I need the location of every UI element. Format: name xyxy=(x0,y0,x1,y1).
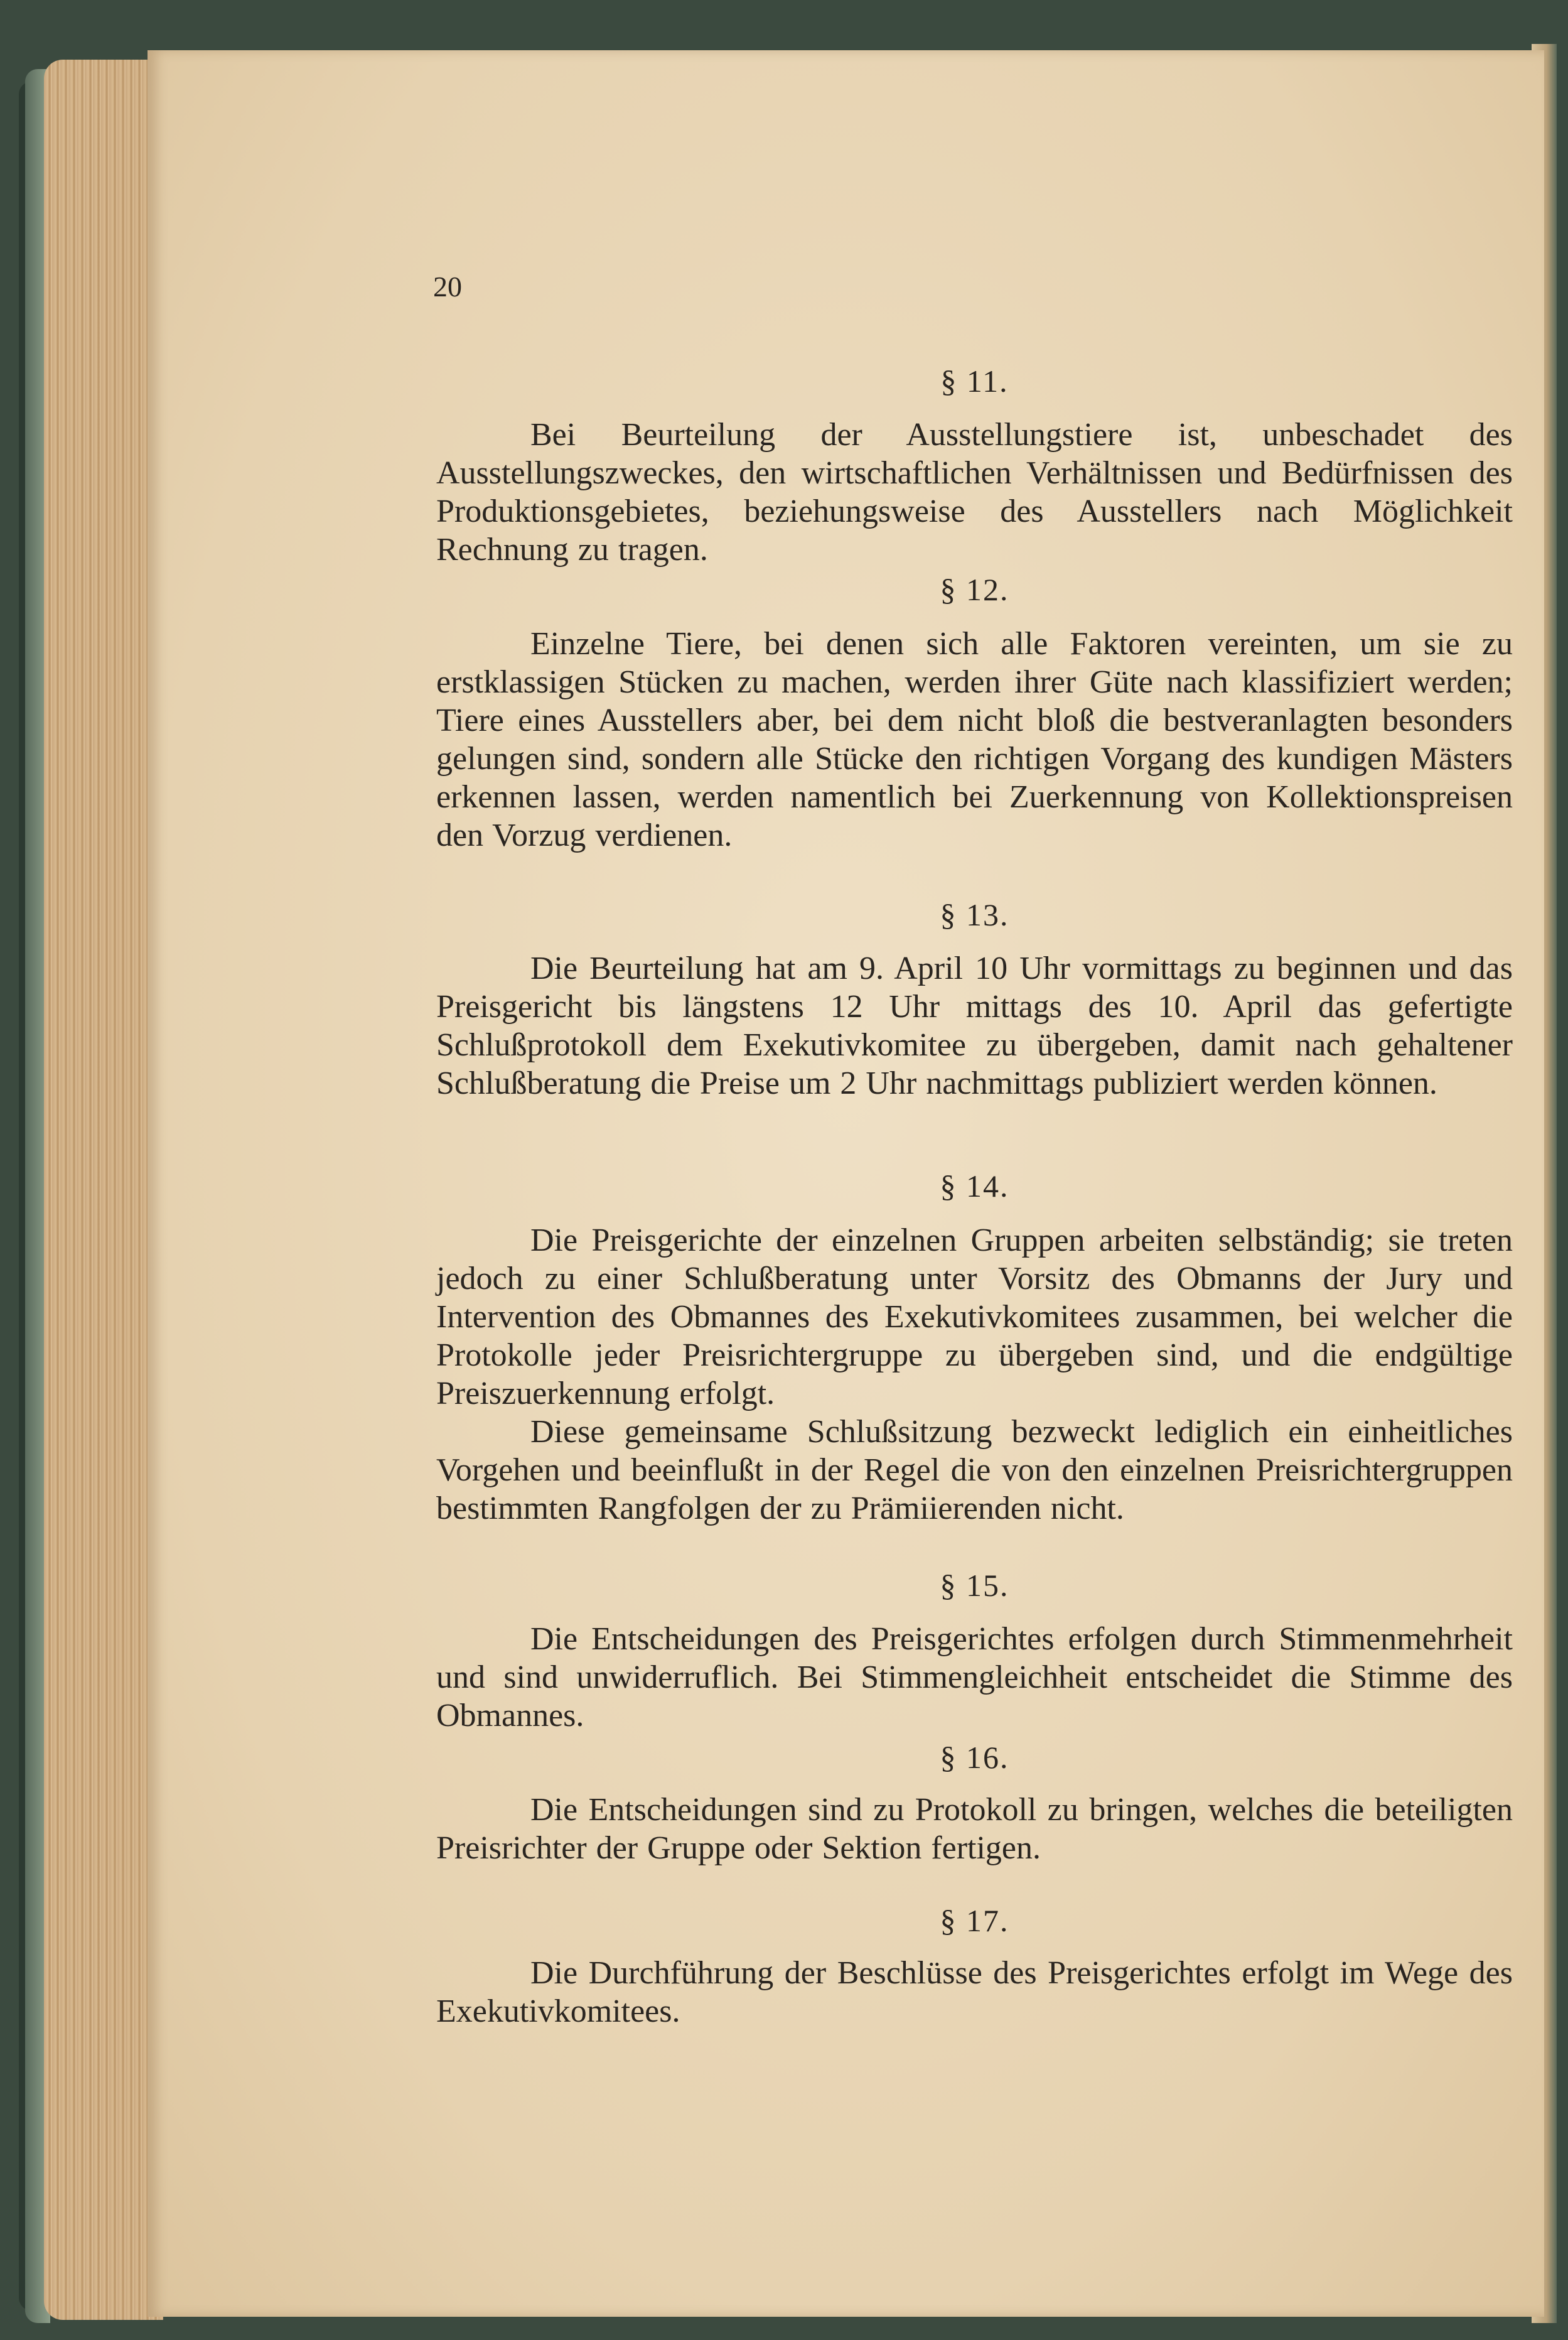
section-15-paragraph xyxy=(436,1620,1513,1735)
section-17-paragraph xyxy=(436,1954,1513,2030)
section-heading-11: § 11. xyxy=(940,364,1009,399)
section-heading-17: § 17. xyxy=(940,1903,1009,1938)
paragraph-text: Diese gemeinsame Schlußsitzung bezweckt lediglich ein einheitliches Vorgehen und beeinflußt in der Regel die von den einzelnen Preisrichtergruppen bestimmten Rangfolgen der zu Prämiierenden nicht. xyxy=(436,1414,1513,1526)
section-16-paragraph xyxy=(436,1791,1513,1867)
section-14-paragraph-2 xyxy=(436,1413,1513,1528)
paragraph-text: Bei Beurteilung der Ausstellungstiere ist, unbeschadet des Ausstellungszweckes, den wirtschaftlichen Verhältnissen und Bedürfnissen des Produktionsgebietes, beziehungsweise des Ausstellers nach Möglichkeit Rechnung zu tragen. xyxy=(436,417,1513,568)
section-heading-14: § 14. xyxy=(940,1168,1009,1204)
section-12-paragraph xyxy=(436,625,1513,855)
section-heading-12: § 12. xyxy=(940,572,1009,607)
paragraph-text: Die Durchführung der Beschlüsse des Preisgerichtes erfolgt im Wege des Exekutivkomitees. xyxy=(436,1955,1513,2029)
section-heading-16: § 16. xyxy=(940,1740,1009,1775)
paragraph-text: Die Preisgerichte der einzelnen Gruppen arbeiten selbständig; sie treten jedoch zu einer Schlußberatung unter Vorsitz des Obmanns der Jury und Intervention des Obmannes des Exekutivkomitees zusammen, bei welcher die Protokolle jeder Preisrichtergruppe zu übergeben sind, und die endgültige Preiszuerkennung erfolgt. xyxy=(436,1222,1513,1411)
paragraph-text: Die Entscheidungen sind zu Protokoll zu bringen, welches die beteiligten Preisrichter der Gruppe oder Sektion fertigen. xyxy=(436,1792,1513,1866)
section-heading-15: § 15. xyxy=(940,1568,1009,1603)
page-number: 20 xyxy=(433,271,462,303)
paragraph-text: Die Entscheidungen des Preisgerichtes erfolgen durch Stimmenmehrheit und sind unwiderruflich. Bei Stimmengleichheit entscheidet die Stimme des Obmannes. xyxy=(436,1621,1513,1733)
stacked-page-edges xyxy=(44,60,163,2320)
section-14-paragraph-1 xyxy=(436,1221,1513,1413)
paragraph-text: Die Beurteilung hat am 9. April 10 Uhr vormittags zu beginnen und das Preisgericht bis längstens 12 Uhr mittags des 10. April das gefertigte Schlußprotokoll dem Exekutivkomitee zu übergeben, damit nach gehaltener Schlußberatung die Preise um 2 Uhr nachmittags publiziert werden können. xyxy=(436,951,1513,1101)
section-heading-13: § 13. xyxy=(940,897,1009,932)
paragraph-text: Einzelne Tiere, bei denen sich alle Faktoren vereinten, um sie zu erstklassigen Stücken zu machen, werden ihrer Güte nach klassifiziert werden; Tiere eines Ausstellers aber, bei dem nicht bloß die bestveranlagten besonders gelungen sind, sondern alle Stücke den richtigen Vorgang des kundigen Mästers erkennen lassen, werden namentlich bei Zuerkennung von Kollektionspreisen den Vorzug verdienen. xyxy=(436,626,1513,853)
section-11-paragraph xyxy=(436,416,1513,569)
section-13-paragraph xyxy=(436,949,1513,1103)
